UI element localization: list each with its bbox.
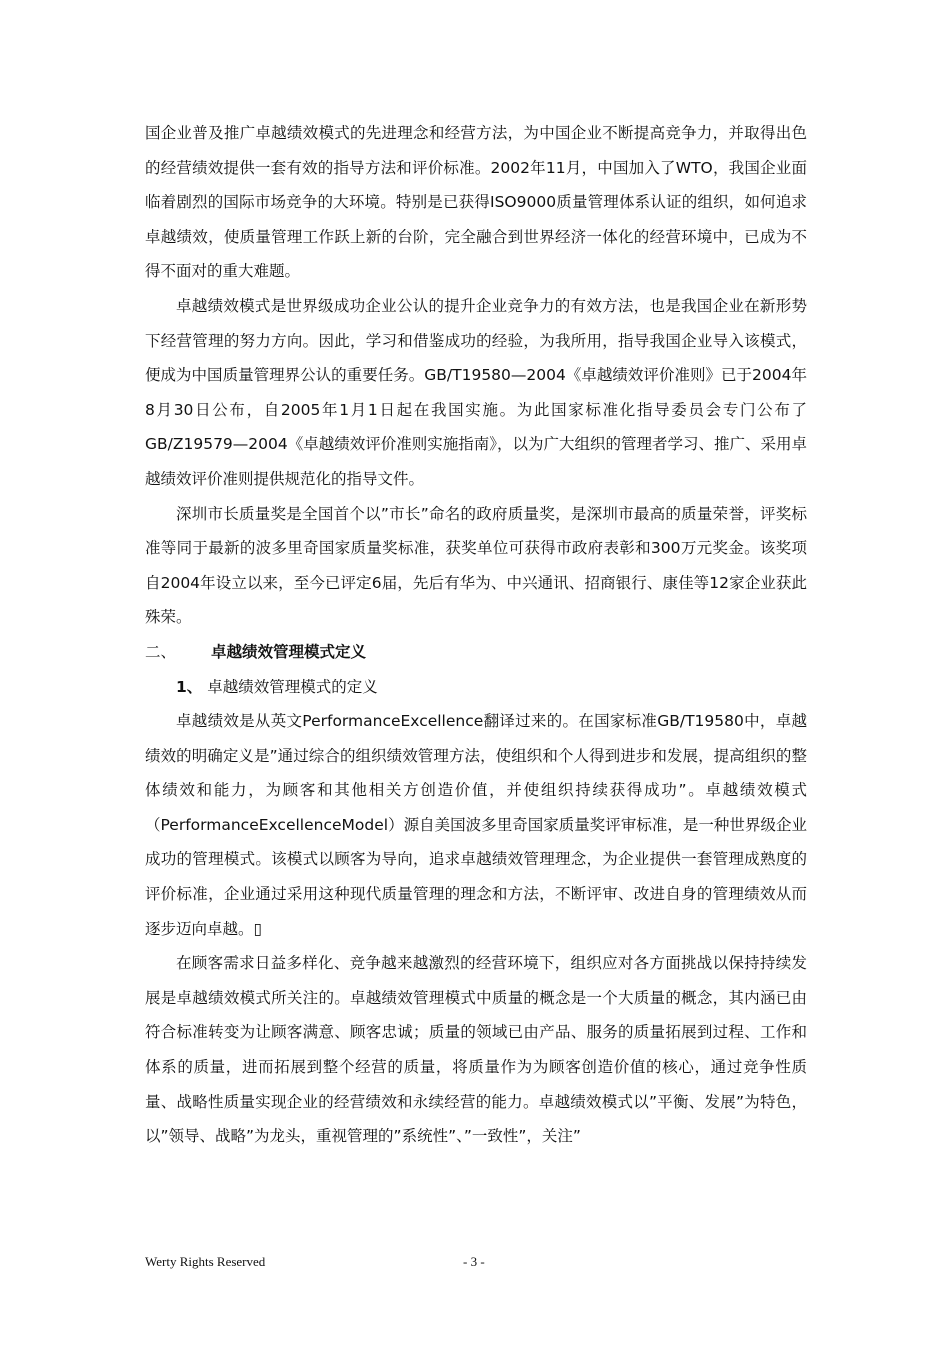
subsection-number: 1、 [176,677,203,696]
subsection-heading [145,670,807,705]
page-footer [145,1254,807,1274]
page-number: - 3 - [463,1254,485,1269]
footer-rights: Werty Rights Reserved [145,1254,266,1269]
subsection-title: 卓越绩效管理模式的定义 [207,677,378,696]
section-heading [145,635,807,670]
paragraph-1: 国企业普及推广卓越绩效模式的先进理念和经营方法，为中国企业不断提高竞争力，并取得出色的经营绩效提供一套有效的指导方法和评价标准。2002年11月，中国加入了WTO，我国企业面临着剧烈的国际市场竞争的大环境。特别是已获得ISO9000质量管理体系认证的组织，如何追求卓越绩效，使质量管理工作跃上新的台阶，完全融合到世界经济一体化的经营环境中，已成为不得不面对的重大难题。 [145,124,807,281]
paragraph-5: 在顾客需求日益多样化、竞争越来越激烈的经营环境下，组织应对各方面挑战以保持持续发展是卓越绩效模式所关注的。卓越绩效管理模式中质量的概念是一个大质量的概念，其内涵已由符合标准转变为让顾客满意、顾客忠诚；质量的领域已由产品、服务的质量拓展到过程、工作和体系的质量，进而拓展到整个经营的质量，将质量作为为顾客创造价值的核心，通过竞争性质量、战略性质量实现企业的经营绩效和永续经营的能力。卓越绩效模式以”平衡、发展”为特色，以”领导、战略”为龙头，重视管理的”系统性”、”一致性”，关注” [145,954,807,1146]
paragraph-4: 卓越绩效是从英文PerformanceExcellence翻译过来的。在国家标准GB/T19580中，卓越绩效的明确定义是”通过综合的组织绩效管理方法，使组织和个人得到进步和发展，提高组织的整体绩效和能力，为顾客和其他相关方创造价值，并使组织持续获得成功”。卓越绩效模式（PerformanceExcellenceModel）源自美国波多里奇国家质量奖评审标准，是一种世界级企业成功的管理模式。该模式以顾客为导向，追求卓越绩效管理理念，为企业提供一套管理成熟度的评价标准，企业通过采用这种现代质量管理的理念和方法，不断评审、改进自身的管理绩效从而逐步迈向卓越。▯ [145,712,807,938]
document-body [145,116,807,1154]
paragraph-3: 深圳市长质量奖是全国首个以”市长”命名的政府质量奖，是深圳市最高的质量荣誉，评奖标准等同于最新的波多里奇国家质量奖标准，获奖单位可获得市政府表彰和300万元奖金。该奖项自2004年设立以来，至今已评定6届，先后有华为、中兴通讯、招商银行、康佳等12家企业获此殊荣。 [145,504,807,627]
paragraph-2: 卓越绩效模式是世界级成功企业公认的提升企业竞争力的有效方法，也是我国企业在新形势下经营管理的努力方向。因此，学习和借鉴成功的经验，为我所用，指导我国企业导入该模式，便成为中国质量管理界公认的重要任务。GB/T19580—2004《卓越绩效评价准则》已于2004年8月30日公布，自2005年1月1日起在我国实施。为此国家标准化指导委员会专门公布了GB/Z19579—2004《卓越绩效评价准则实施指南》，以为广大组织的管理者学习、推广、采用卓越绩效评价准则提供规范化的指导文件。 [145,296,807,488]
section-number: 二、 [145,642,177,661]
section-title: 卓越绩效管理模式定义 [211,642,367,661]
